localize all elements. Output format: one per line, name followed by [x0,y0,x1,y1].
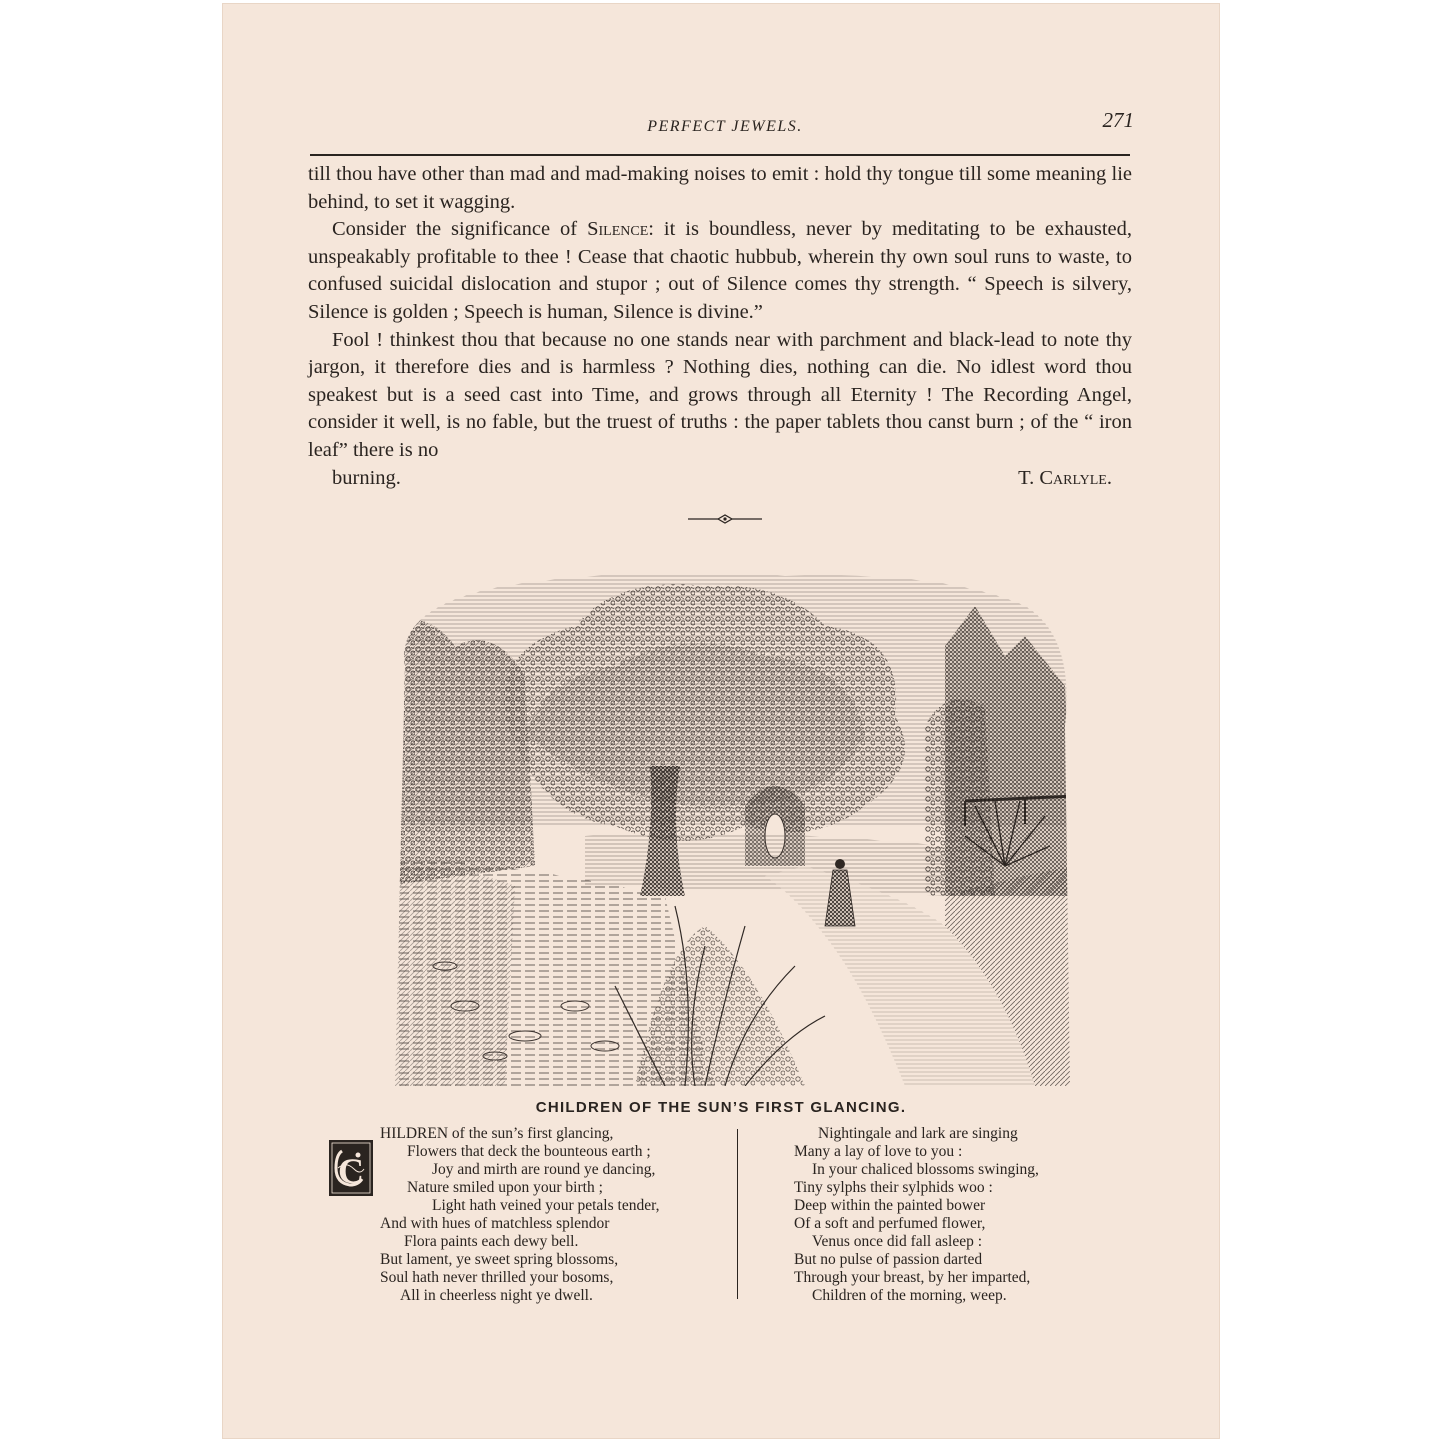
poem-line: Flora paints each dewy bell. [404,1233,579,1250]
book-page [222,3,1220,1439]
poem-left-column [328,1125,728,1305]
section-ornament [688,513,762,525]
poem-line-1: HILDREN of the sun’s first glancing, [380,1125,614,1142]
prose-paragraph-2-rest: : it is boundless, never by meditating to be exhausted, unspeakably profitable to thee ! Cease that chaotic hubbub, wherein thy own soul runs to waste, to confused suicidal dislocation and stupor ; out of Silence comes thy strength. “ Speech is silvery, Silence is golden ; Speech is human, Silence is divine.” [308,218,1133,323]
prose-closing-line [308,465,1132,493]
running-head [310,108,1140,148]
poem-line: Tiny sylphs their sylphids woo : [794,1179,993,1196]
poem-line: Venus once did fall asleep : [812,1233,983,1250]
poem-line: Of a soft and perfumed flower, [794,1215,986,1232]
author-attribution: T. Carlyle. [1018,466,1112,489]
prose-paragraph-2-lead: Consider the significance of [332,218,578,241]
prose-paragraph-3: Fool ! thinkest thou that because no one stands near with parchment and black-lead to note thy jargon, it therefore dies and is harmless ? Nothing dies, nothing can die. No idlest word thou speakest but is a seed cast into Time, and grows through all Eternity ! The Recording Angel, consider it well, is no fable, but the truest of truths : the paper tablets thou canst burn ; of the “ iron leaf” there is no [308,328,1132,461]
svg-text:C: C [338,1151,364,1191]
silence-word: Silence [587,218,649,241]
poem-line: Nature smiled upon your birth ; [407,1179,603,1196]
poem-line: But no pulse of passion darted [794,1251,983,1268]
garden-engraving [385,566,1077,1091]
poem-line: Joy and mirth are round ye dancing, [432,1161,656,1178]
running-title: PERFECT JEWELS. [647,118,803,135]
page-number: 271 [1102,108,1134,132]
poem-first-word: HILDREN [380,1125,449,1142]
poem-line: In your chaliced blossoms swinging, [812,1161,1039,1178]
header-rule [310,154,1130,156]
poem-line: All in cheerless night ye dwell. [400,1287,593,1304]
poem-line: Through your breast, by her imparted, [794,1269,1031,1286]
prose-paragraph-2 [308,216,1132,326]
poem-line: Light hath veined your petals tender, [432,1197,660,1214]
poem-line: Many a lay of love to you : [794,1143,963,1160]
poem-line: Deep within the painted bower [794,1197,986,1214]
poem-line: Nightingale and lark are singing [818,1125,1018,1142]
column-divider [737,1129,738,1299]
poem-line: Children of the morning, weep. [812,1287,1007,1304]
prose-section [308,161,1132,492]
poem-line: Soul hath never thrilled your bosoms, [380,1269,614,1286]
poem-right-column [794,1125,1114,1305]
prose-closing-word: burning. [332,466,401,489]
poem-line: But lament, ye sweet spring blossoms, [380,1251,619,1268]
illustration-caption: CHILDREN OF THE SUN’S FIRST GLANCING. [535,1099,907,1116]
poem-line: Flowers that deck the bounteous earth ; [407,1143,651,1160]
prose-paragraph-1: till thou have other than mad and mad-making noises to emit : hold thy tongue till some meaning lie behind, to set it wagging. [308,163,1132,213]
poem-line: And with hues of matchless splendor [380,1215,610,1232]
